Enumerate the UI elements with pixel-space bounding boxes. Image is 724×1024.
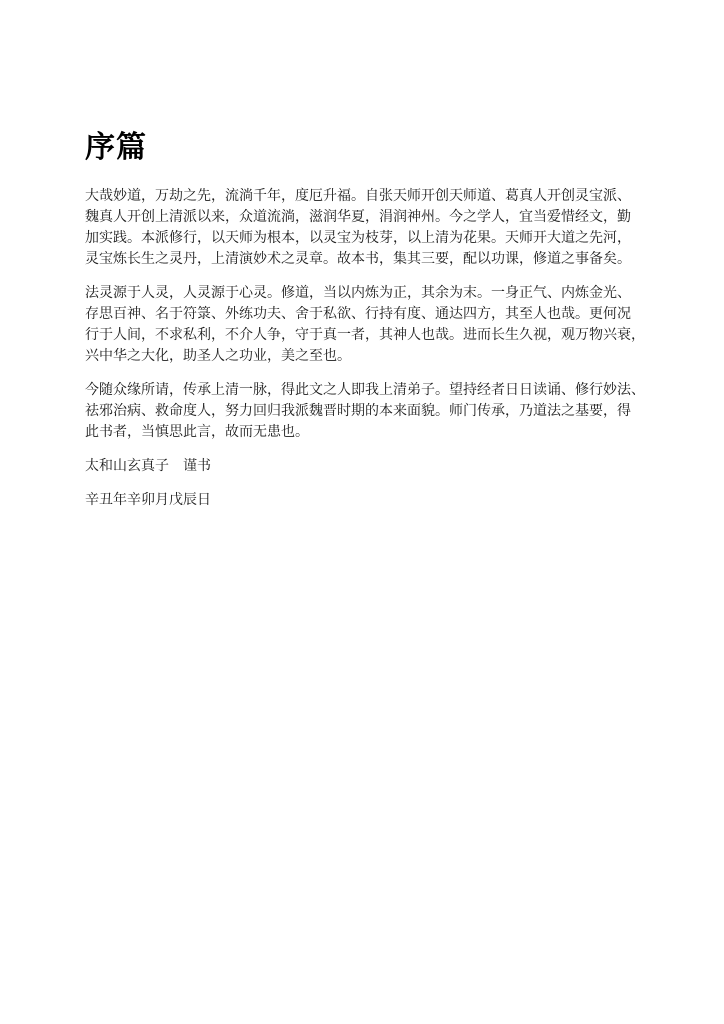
paragraph-line: 加实践。本派修行，以天师为根本，以灵宝为枝芽，以上清为花果。天师开大道之先河，: [85, 230, 631, 246]
document-page: [85, 128, 645, 524]
paragraph-line: 此书者，当慎思此言，故而无患也。: [85, 424, 309, 440]
paragraph-1: [85, 186, 645, 270]
paragraph-line: 大哉妙道，万劫之先，流淌千年，度厄升福。自张天师开创天师道、葛真人开创灵宝派、: [85, 188, 631, 204]
paragraph-line: 法灵源于人灵，人灵源于心灵。修道，当以内炼为正，其余为末。一身正气、内炼金光、: [85, 285, 631, 301]
paragraph-line: 行于人间，不求私利，不介人争，守于真一者，其神人也哉。进而长生久视，观万物兴衰，: [85, 327, 645, 343]
signature-line: 太和山玄真子 谨书: [85, 458, 211, 474]
paragraph-line: 存思百神、名于符箓、外练功夫、舍于私欲、行持有度、通达四方，其至人也哉。更何况: [85, 306, 631, 322]
page-title: 序篇: [85, 130, 147, 165]
paragraph-line: 兴中华之大化，助圣人之功业，美之至也。: [85, 348, 351, 364]
paragraph-line: 魏真人开创上清派以来，众道流淌，滋润华夏，涓润神州。今之学人，宜当爱惜经文，勤: [85, 209, 631, 225]
paragraph-line: 今随众缘所请，传承上清一脉，得此文之人即我上清弟子。望持经者日日读诵、修行妙法、: [85, 382, 645, 398]
date-line: 辛丑年辛卯月戊辰日: [85, 492, 211, 508]
paragraph-line: 祛邪治病、救命度人，努力回归我派魏晋时期的本来面貌。师门传承，乃道法之基要，得: [85, 403, 631, 419]
paragraph-2: [85, 283, 645, 367]
paragraph-line: 灵宝炼长生之灵丹，上清演妙术之灵章。故本书，集其三要，配以功课，修道之事备矣。: [85, 251, 631, 267]
paragraph-3: [85, 380, 645, 443]
